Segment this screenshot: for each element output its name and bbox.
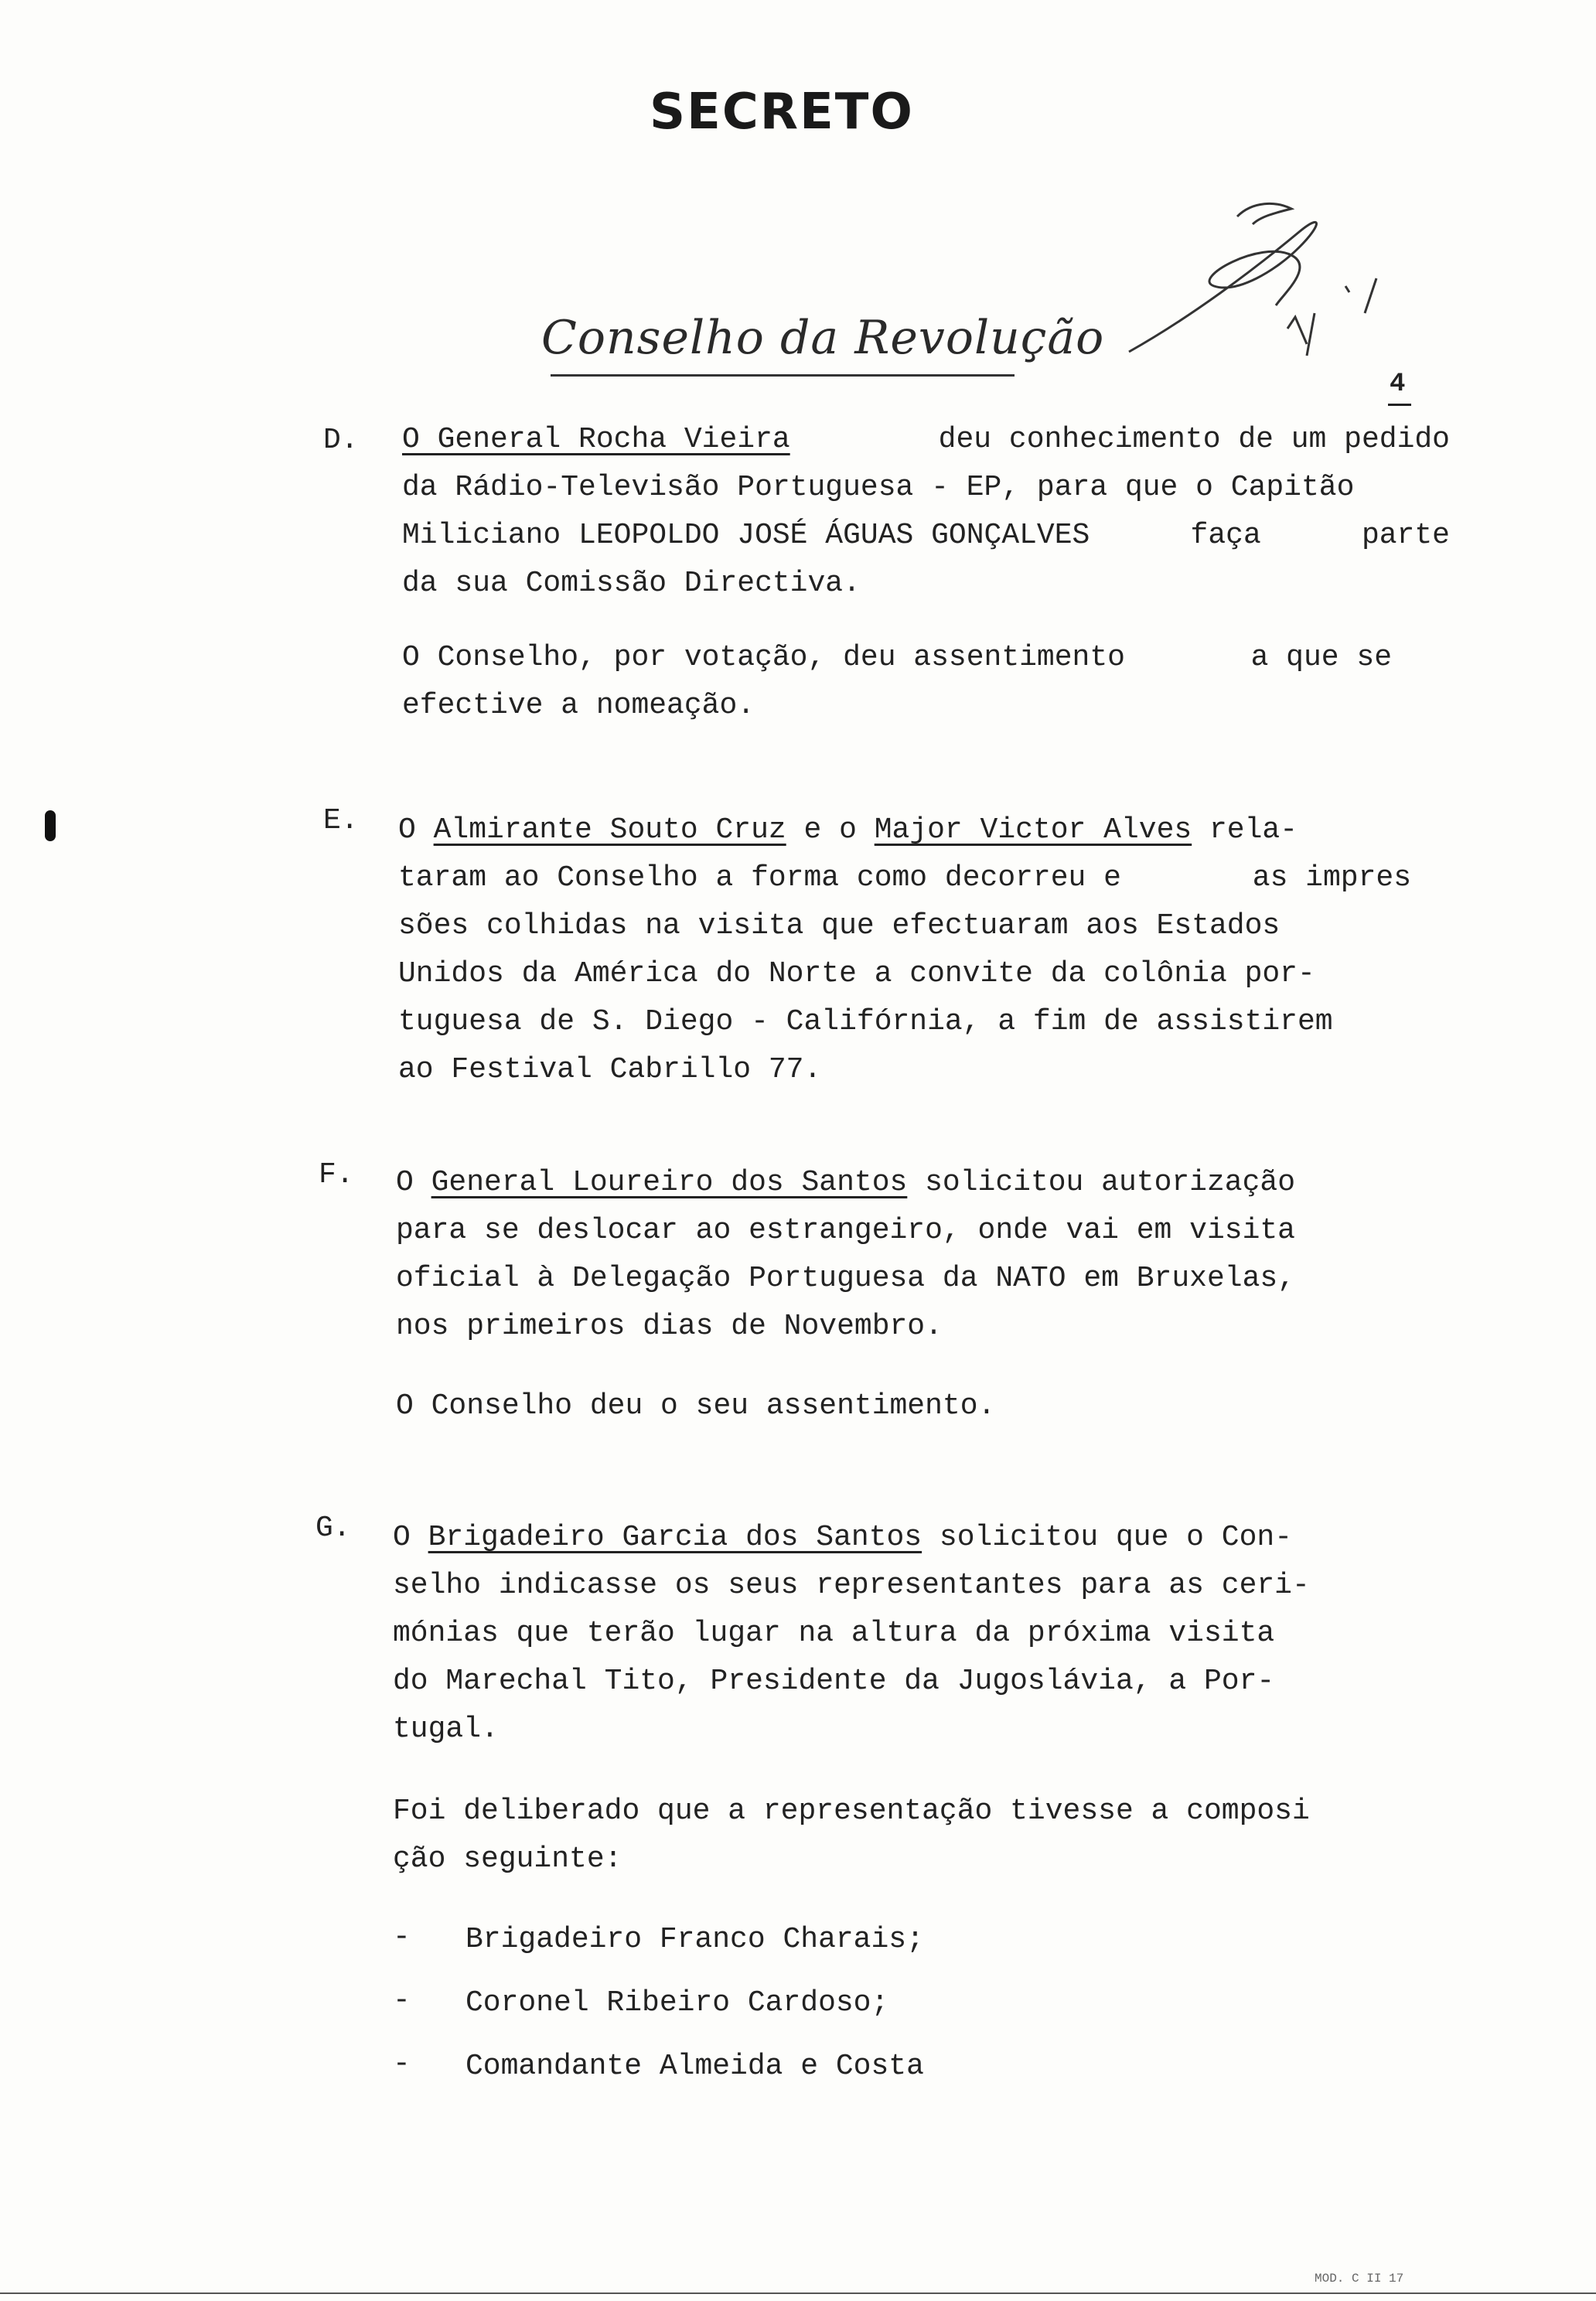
section-g-line-2: selho indicasse os seus representantes para as ceri- <box>393 1569 1310 1602</box>
section-f-decision <box>396 1382 995 1430</box>
section-g-line-1 <box>393 1514 1398 1562</box>
section-e-line-6: ao Festival Cabrillo 77. <box>398 1053 822 1086</box>
section-g-text: solicitou que o Con- <box>922 1521 1293 1554</box>
section-e-text: taram ao Conselho a forma como decorreu e <box>398 861 1121 895</box>
margin-punch-mark <box>45 810 56 841</box>
section-d-text: a que se <box>1250 641 1392 674</box>
section-g-text: O <box>393 1521 428 1554</box>
section-d-paragraph <box>402 416 1450 608</box>
section-f-decision-line: O Conselho deu o seu assentimento. <box>396 1389 996 1423</box>
section-g-marker: G. <box>315 1512 351 1545</box>
section-e-text: O <box>398 813 434 847</box>
section-e-paragraph <box>398 806 1411 1094</box>
section-f-text: O <box>396 1166 431 1199</box>
list-item: Brigadeiro Franco Charais; <box>466 1923 924 1956</box>
section-d-name: O General Rocha Vieira <box>402 423 790 456</box>
section-f-name: General Loureiro dos Santos <box>431 1166 908 1199</box>
list-item: Coronel Ribeiro Cardoso; <box>466 1986 889 2020</box>
section-e-text: e o <box>786 813 875 847</box>
section-e-marker: E. <box>323 804 359 837</box>
section-e-name-1: Almirante Souto Cruz <box>433 813 786 847</box>
letterhead: Conselho da Revolução <box>541 311 1105 365</box>
section-g-line-3: mónias que terão lugar na altura da próxima visita <box>393 1617 1275 1650</box>
page-number: 4 <box>1390 370 1406 399</box>
section-g-decision <box>393 1788 1406 1883</box>
handwritten-signature <box>1098 193 1423 394</box>
section-d-line-4: da sua Comissão Directiva. <box>402 567 861 600</box>
section-d-line-1 <box>402 416 1450 464</box>
section-f-text: solicitou autorização <box>907 1166 1295 1199</box>
section-d-line-2: da Rádio-Televisão Portuguesa - EP, para que o Capitão <box>402 471 1355 504</box>
section-g-name: Brigadeiro Garcia dos Santos <box>428 1521 922 1554</box>
classification-stamp: SECRETO <box>650 84 914 141</box>
section-d-text: deu conhecimento de um pedido <box>920 423 1450 456</box>
section-f-line-2: para se deslocar ao estrangeiro, onde vai em visita <box>396 1214 1295 1247</box>
section-f-paragraph <box>396 1159 1409 1351</box>
section-f-line-1 <box>396 1159 1409 1207</box>
form-code: MOD. C II 17 <box>1315 2272 1404 2286</box>
section-e-line-2 <box>398 854 1411 902</box>
section-d-line-3 <box>402 512 1450 560</box>
section-e-text: rela- <box>1192 813 1298 847</box>
section-g-decision-line-1: Foi deliberado que a representação tivesse a composi <box>393 1795 1310 1828</box>
section-e-line-5: tuguesa de S. Diego - Califórnia, a fim de assistirem <box>398 1005 1333 1038</box>
section-g-line-5: tugal. <box>393 1713 499 1746</box>
section-e-line-1 <box>398 806 1411 854</box>
section-d-decision <box>402 634 1392 730</box>
section-d-decision-line-2: efective a nomeação. <box>402 689 755 722</box>
section-g-paragraph <box>393 1514 1398 1754</box>
section-f-line-4: nos primeiros dias de Novembro. <box>396 1310 943 1343</box>
section-e-line-3: sões colhidas na visita que efectuaram aos Estados <box>398 909 1281 943</box>
section-e-text: as impres <box>1252 861 1411 895</box>
list-item: Comandante Almeida e Costa <box>466 2050 924 2083</box>
list-dash: - <box>393 1921 411 1954</box>
list-dash: - <box>393 2047 411 2081</box>
section-f-line-3: oficial à Delegação Portuguesa da NATO em Bruxelas, <box>396 1262 1295 1295</box>
section-d-text: parte <box>1361 519 1450 552</box>
section-d-text: Miliciano LEOPOLDO JOSÉ ÁGUAS GONÇALVES <box>402 519 1090 552</box>
page-number-underline <box>1388 404 1411 406</box>
section-d-marker: D. <box>323 424 359 457</box>
page-edge-line <box>0 2292 1596 2294</box>
section-g-line-4: do Marechal Tito, Presidente da Jugoslávia, a Por- <box>393 1665 1275 1698</box>
section-e-name-2: Major Victor Alves <box>874 813 1192 847</box>
section-e-line-4: Unidos da América do Norte a convite da colônia por- <box>398 957 1315 990</box>
list-dash: - <box>393 1984 411 2017</box>
section-d-text: faça <box>1190 519 1261 552</box>
letterhead-underline <box>551 374 1015 377</box>
section-d-decision-line-1 <box>402 634 1392 682</box>
section-d-text: O Conselho, por votação, deu assentimento <box>402 641 1125 674</box>
section-g-decision-line-2: ção seguinte: <box>393 1843 622 1876</box>
section-f-marker: F. <box>319 1158 354 1191</box>
